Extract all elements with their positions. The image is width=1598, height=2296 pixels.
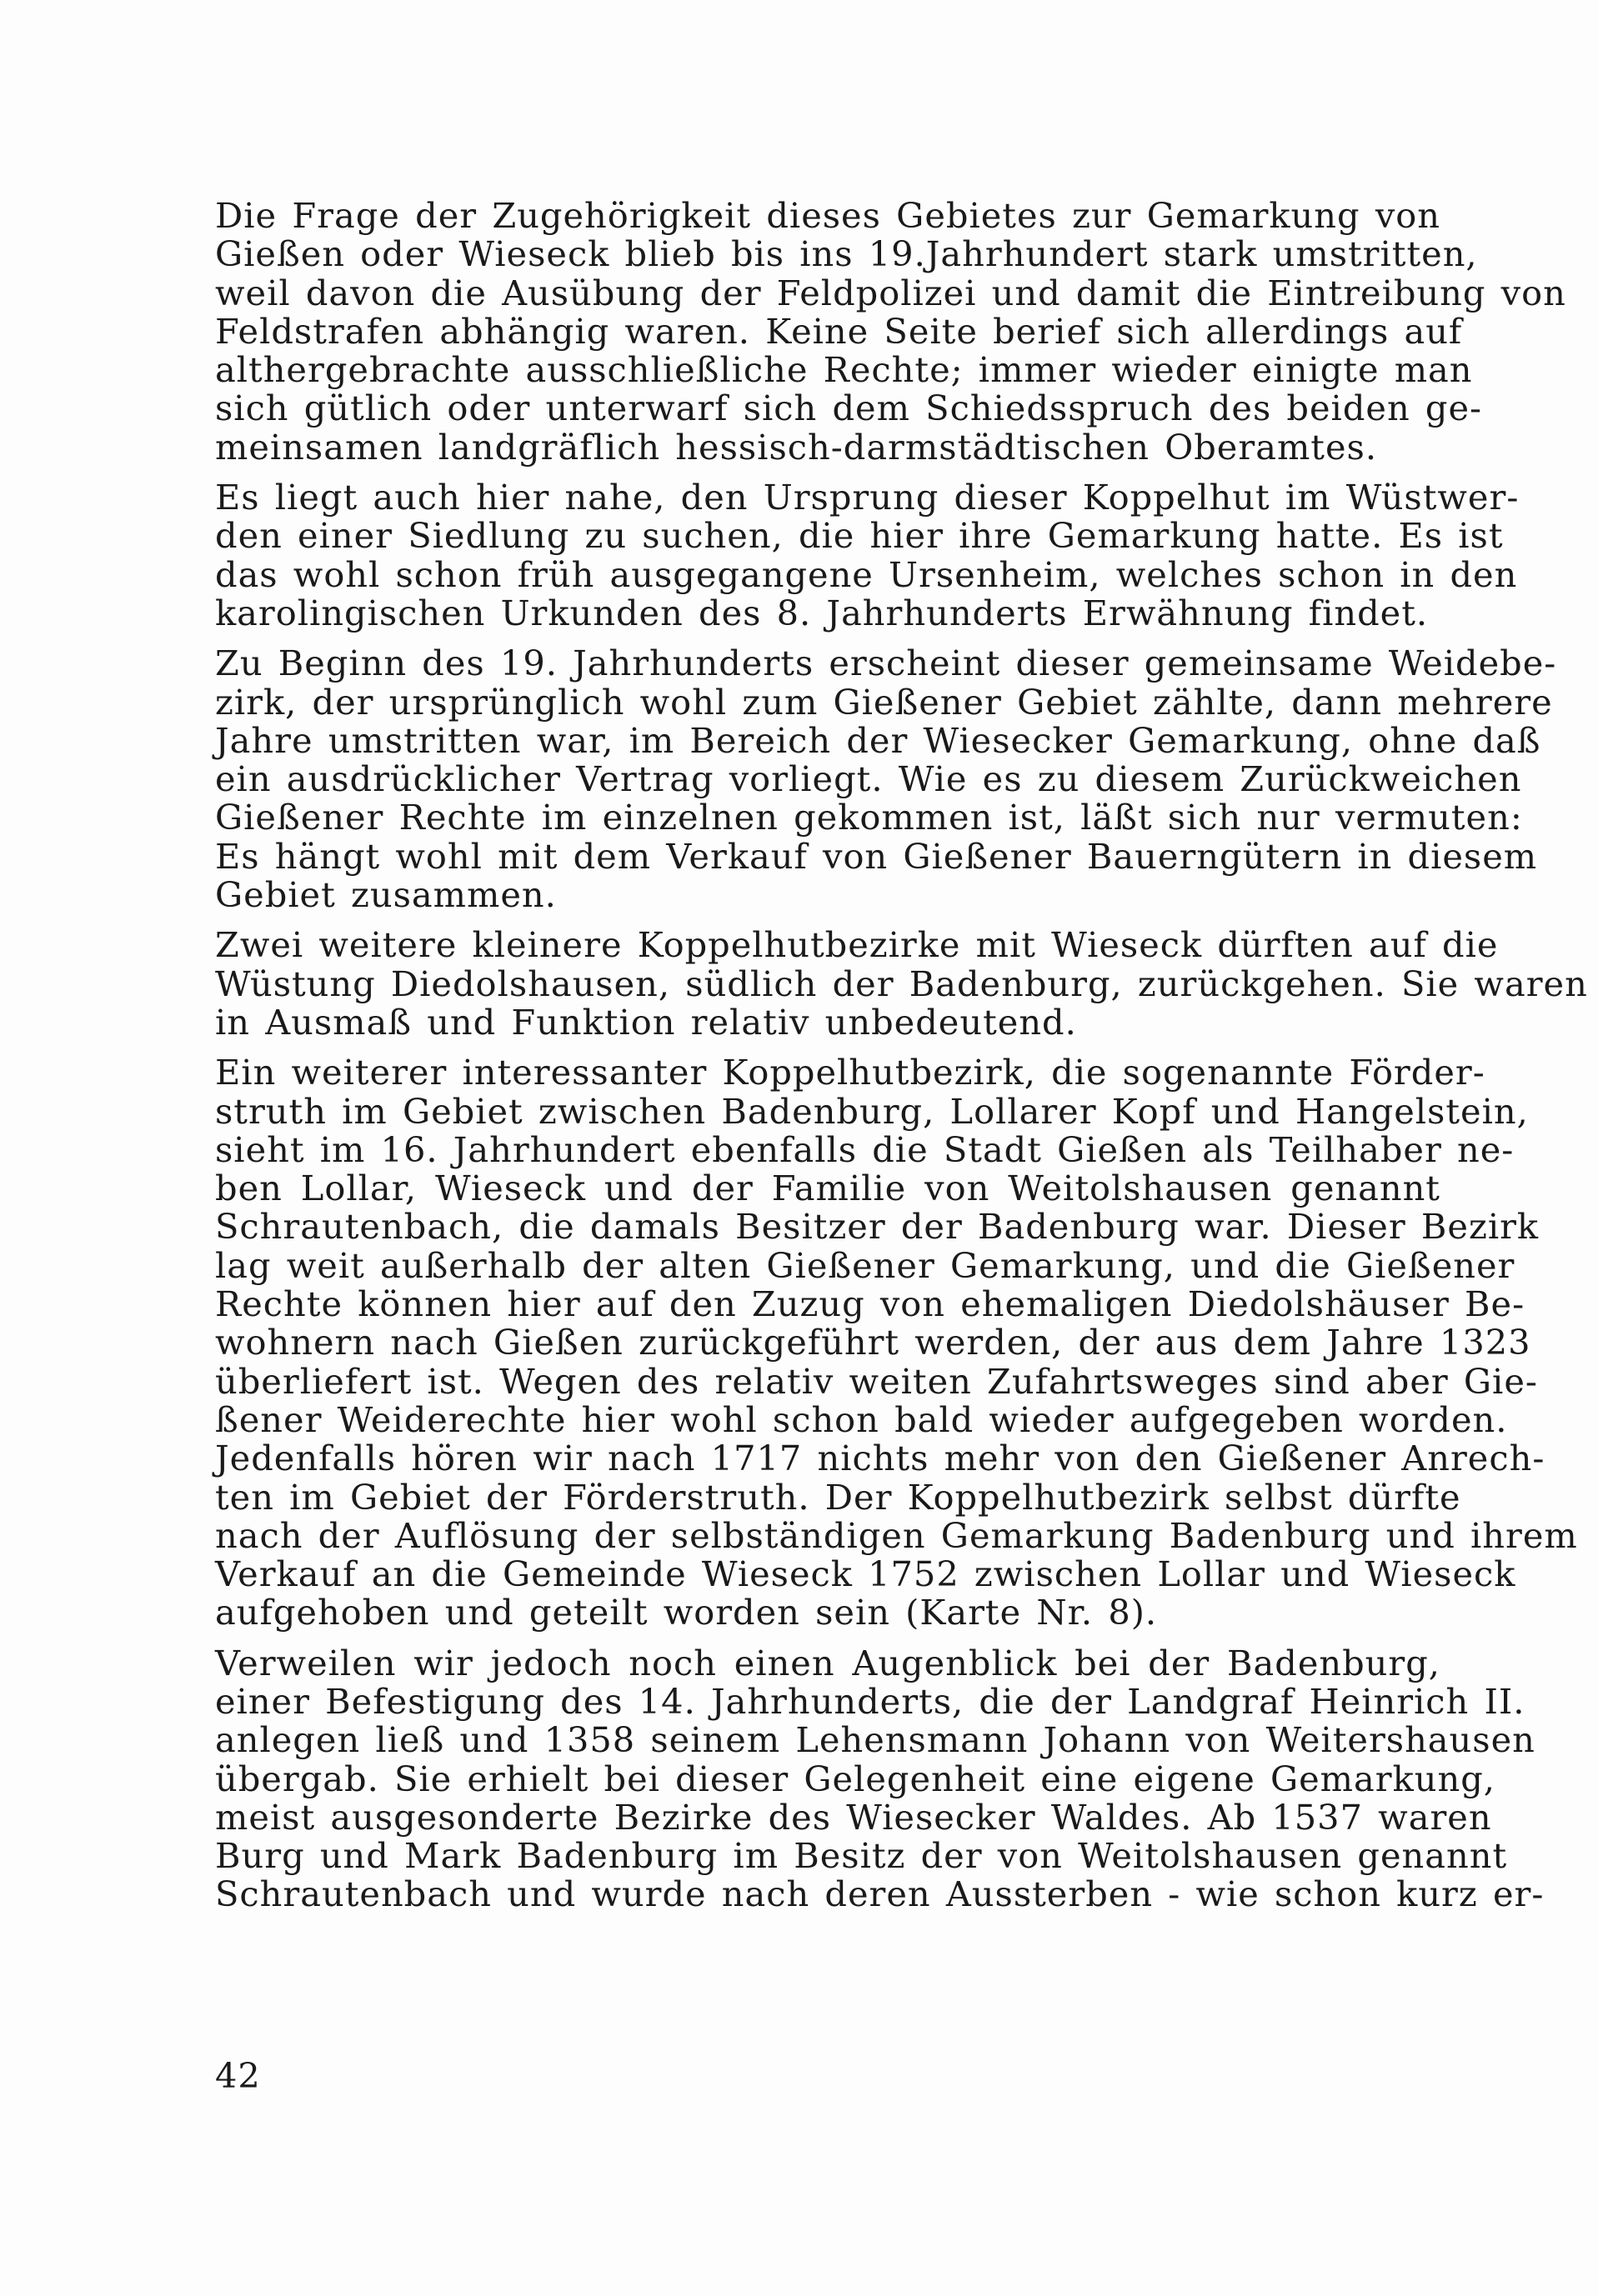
- text-line: Gießen oder Wieseck blieb bis ins 19.Jahrhundert stark umstritten,: [215, 233, 1478, 275]
- text-line: sieht im 16. Jahrhundert ebenfalls die Stadt Gießen als Teilhaber ne-: [215, 1128, 1515, 1170]
- text-line: überliefert ist. Wegen des relativ weiten Zufahrtsweges sind aber Gie-: [215, 1360, 1538, 1402]
- paragraph: [215, 1052, 1578, 1633]
- page-number: 42: [215, 2055, 261, 2096]
- text-line: Feldstrafen abhängig waren. Keine Seite berief sich allerdings auf: [215, 310, 1463, 352]
- text-line: Verkauf an die Gemeinde Wieseck 1752 zwischen Lollar und Wieseck: [215, 1553, 1516, 1595]
- text-line: ben Lollar, Wieseck und der Familie von Weitolshausen genannt: [215, 1168, 1440, 1209]
- text-line: Wüstung Diedolshausen, südlich der Badenburg, zurückgehen. Sie waren: [215, 963, 1588, 1004]
- text-line: Gebiet zusammen.: [215, 874, 557, 916]
- paragraph: [215, 643, 1557, 916]
- text-line: althergebrachte ausschließliche Rechte; immer wieder einigte man: [215, 349, 1473, 391]
- text-line: Die Frage der Zugehörigkeit dieses Gebietes zur Gemarkung von: [215, 195, 1440, 236]
- text-line: in Ausmaß und Funktion relativ unbedeutend.: [215, 1001, 1077, 1043]
- text-line: wohnern nach Gießen zurückgeführt werden, der aus dem Jahre 1323: [215, 1322, 1531, 1363]
- paragraph: [215, 477, 1520, 633]
- text-line: Es liegt auch hier nahe, den Ursprung dieser Koppelhut im Wüstwer-: [215, 477, 1520, 518]
- text-line: Zwei weitere kleinere Koppelhutbezirke mit Wieseck dürften auf die: [215, 924, 1499, 966]
- text-line: Es hängt wohl mit dem Verkauf von Gießener Bauerngütern in diesem: [215, 835, 1538, 877]
- text-line: aufgehoben und geteilt worden sein (Karte Nr. 8).: [215, 1592, 1158, 1633]
- text-line: Schrautenbach, die damals Besitzer der Badenburg war. Dieser Bezirk: [215, 1206, 1540, 1248]
- text-line: Jedenfalls hören wir nach 1717 nichts mehr von den Gießener Anrech-: [215, 1438, 1545, 1479]
- text-line: lag weit außerhalb der alten Gießener Gemarkung, und die Gießener: [215, 1244, 1515, 1286]
- text-line: Verweilen wir jedoch noch einen Augenblick bei der Badenburg,: [215, 1642, 1440, 1683]
- text-line: übergab. Sie erhielt bei dieser Gelegenheit eine eigene Gemarkung,: [215, 1758, 1495, 1799]
- text-line: Rechte können hier auf den Zuzug von ehemaligen Diedolshäuser Be-: [215, 1283, 1525, 1325]
- text-line: meist ausgesonderte Bezirke des Wiesecker Waldes. Ab 1537 waren: [215, 1796, 1492, 1838]
- text-line: ßener Weiderechte hier wohl schon bald wieder aufgegeben worden.: [215, 1398, 1508, 1440]
- text-line: meinsamen landgräflich hessisch-darmstädtischen Oberamtes.: [215, 426, 1378, 468]
- text-line: ten im Gebiet der Förderstruth. Der Koppelhutbezirk selbst dürfte: [215, 1476, 1461, 1518]
- paragraph: [215, 1642, 1545, 1915]
- paragraph: [215, 195, 1566, 468]
- text-line: zirk, der ursprünglich wohl zum Gießener Gebiet zählte, dann mehrere: [215, 681, 1553, 723]
- body-text: [215, 195, 1588, 1926]
- text-line: das wohl schon früh ausgegangene Ursenheim, welches schon in den: [215, 553, 1518, 595]
- text-line: karolingischen Urkunden des 8. Jahrhunderts Erwähnung findet.: [215, 592, 1429, 633]
- text-line: struth im Gebiet zwischen Badenburg, Lollarer Kopf und Hangelstein,: [215, 1090, 1529, 1132]
- text-line: Gießener Rechte im einzelnen gekommen ist, läßt sich nur vermuten:: [215, 797, 1523, 838]
- text-line: nach der Auflösung der selbständigen Gemarkung Badenburg und ihrem: [215, 1514, 1578, 1556]
- text-line: Ein weiterer interessanter Koppelhutbezirk, die sogenannte Förder-: [215, 1052, 1485, 1093]
- text-line: den einer Siedlung zu suchen, die hier ihre Gemarkung hatte. Es ist: [215, 515, 1504, 557]
- text-line: weil davon die Ausübung der Feldpolizei und damit die Eintreibung von: [215, 272, 1566, 313]
- text-line: sich gütlich oder unterwarf sich dem Schiedsspruch des beiden ge-: [215, 388, 1483, 429]
- text-line: ein ausdrücklicher Vertrag vorliegt. Wie es zu diesem Zurückweichen: [215, 758, 1522, 800]
- text-line: anlegen ließ und 1358 seinem Lehensmann Johann von Weitershausen: [215, 1719, 1535, 1761]
- paragraph: [215, 924, 1588, 1043]
- text-line: Burg und Mark Badenburg im Besitz der von Weitolshausen genannt: [215, 1835, 1508, 1877]
- text-line: einer Befestigung des 14. Jahrhunderts, die der Landgraf Heinrich II.: [215, 1680, 1525, 1722]
- text-line: Jahre umstritten war, im Bereich der Wiesecker Gemarkung, ohne daß: [215, 719, 1541, 761]
- text-line: Zu Beginn des 19. Jahrhunderts erscheint dieser gemeinsame Weidebe-: [215, 643, 1557, 684]
- text-line: Schrautenbach und wurde nach deren Aussterben - wie schon kurz er-: [215, 1873, 1545, 1915]
